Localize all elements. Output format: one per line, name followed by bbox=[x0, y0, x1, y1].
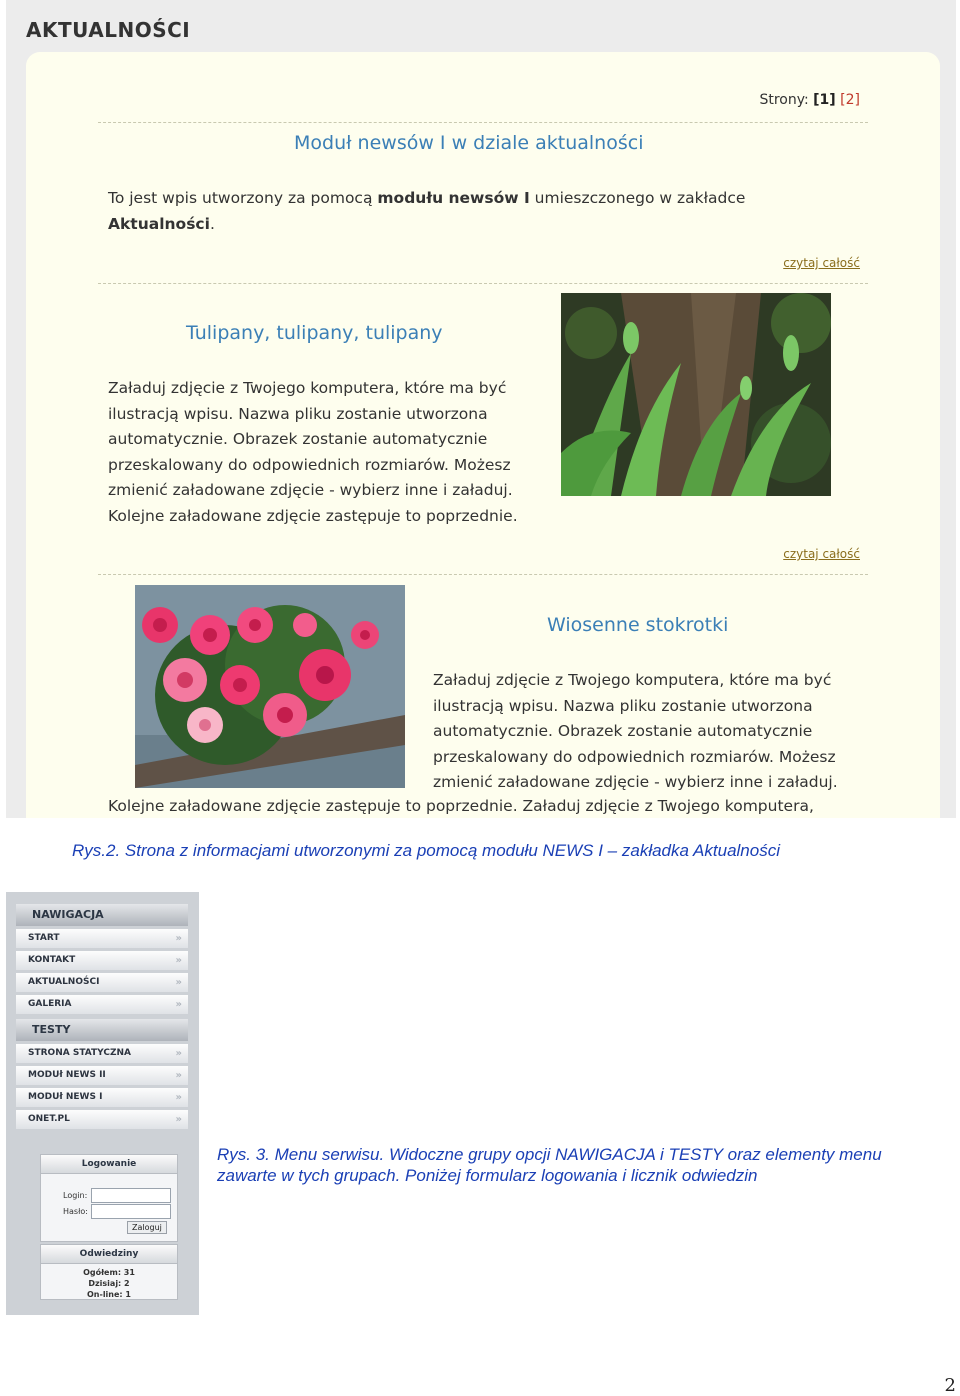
pager-current[interactable]: [1] bbox=[813, 92, 836, 108]
section-title: AKTUALNOŚCI bbox=[26, 18, 191, 42]
read-more-link[interactable]: czytaj całość bbox=[783, 256, 860, 270]
menu-group-title: NAWIGACJA bbox=[16, 904, 188, 926]
news-text: To jest wpis utworzony za pomocą modułu newsów I umieszczonego w zakładce Aktualności. bbox=[108, 189, 746, 233]
tulips-photo bbox=[561, 293, 831, 496]
menu-item-modul-news-2[interactable]: MODUł NEWS II » bbox=[16, 1066, 188, 1085]
menu-item-kontakt[interactable]: KONTAKT » bbox=[16, 951, 188, 970]
login-button[interactable]: Zaloguj bbox=[127, 1221, 167, 1234]
page-number: 2 bbox=[944, 1375, 956, 1396]
menu-item-onet[interactable]: ONET.PL » bbox=[16, 1110, 188, 1129]
password-input[interactable] bbox=[91, 1204, 171, 1219]
menu-item-aktualnosci[interactable]: AKTUALNOŚCI » bbox=[16, 973, 188, 992]
news-panel bbox=[26, 52, 940, 818]
pager-label: Strony: bbox=[759, 92, 809, 108]
menu-item-start[interactable]: START » bbox=[16, 929, 188, 948]
login-title: Logowanie bbox=[41, 1155, 177, 1174]
visits-title: Odwiedziny bbox=[41, 1245, 177, 1264]
menu-item-galeria[interactable]: GALERIA » bbox=[16, 995, 188, 1014]
figure-caption-line-2: zawarte w tych grupach. Poniżej formularz logowania i licznik odwiedzin bbox=[217, 1166, 758, 1185]
visits-total: Ogółem: 31 bbox=[83, 1268, 135, 1277]
login-box bbox=[40, 1154, 178, 1242]
chevron-right-icon: » bbox=[175, 999, 182, 1010]
menu-group-title: TESTY bbox=[16, 1019, 188, 1041]
chevron-right-icon: » bbox=[175, 1114, 182, 1125]
visits-box bbox=[40, 1244, 178, 1300]
login-input[interactable] bbox=[91, 1188, 171, 1203]
login-label: Login: bbox=[63, 1191, 88, 1200]
divider bbox=[98, 574, 868, 575]
daisies-photo bbox=[135, 585, 405, 788]
news-title[interactable]: Moduł newsów I w dziale aktualności bbox=[294, 132, 644, 154]
divider bbox=[98, 122, 868, 123]
figure-caption-line-1: Rys. 3. Menu serwisu. Widoczne grupy opcji NAWIGACJA i TESTY oraz elementy menu bbox=[217, 1145, 882, 1164]
chevron-right-icon: » bbox=[175, 955, 182, 966]
divider bbox=[98, 283, 868, 284]
news-title[interactable]: Wiosenne stokrotki bbox=[547, 614, 729, 636]
menu-item-strona-statyczna[interactable]: STRONA STATYCZNA » bbox=[16, 1044, 188, 1063]
news-text-continued: Kolejne załadowane zdjęcie zastępuje to poprzednie. Załaduj zdjęcie z Twojego komputera, bbox=[108, 797, 814, 815]
news-text: Załaduj zdjęcie z Twojego komputera, które ma być ilustracją wpisu. Nazwa pliku zostanie utworzona automatycznie. Obrazek zostanie automatycznie przeskalowany do odpowiednich rozmiarów. Możesz zmienić załadowane zdjęcie - wybierz inne i załaduj. Kolejne załadowane zdjęcie zastępuje to poprzednie. bbox=[108, 379, 518, 525]
figure-caption: Rys.2. Strona z informacjami utworzonymi za pomocą modułu NEWS I – zakładka Aktualności bbox=[72, 841, 780, 860]
visits-today: Dzisiaj: 2 bbox=[88, 1279, 130, 1288]
news-title[interactable]: Tulipany, tulipany, tulipany bbox=[186, 322, 443, 344]
menu-item-modul-news-1[interactable]: MODUł NEWS I » bbox=[16, 1088, 188, 1107]
password-label: Hasło: bbox=[63, 1207, 88, 1216]
pager bbox=[759, 92, 860, 108]
chevron-right-icon: » bbox=[175, 933, 182, 944]
chevron-right-icon: » bbox=[175, 977, 182, 988]
visits-online: On-line: 1 bbox=[87, 1290, 131, 1299]
chevron-right-icon: » bbox=[175, 1070, 182, 1081]
read-more-link[interactable]: czytaj całość bbox=[783, 547, 860, 561]
chevron-right-icon: » bbox=[175, 1048, 182, 1059]
news-text: Załaduj zdjęcie z Twojego komputera, które ma być ilustracją wpisu. Nazwa pliku zostanie utworzona automatycznie. Obrazek zostanie automatycznie przeskalowany do odpowiednich rozmiarów. Możesz zmienić załadowane zdjęcie - wybierz inne i załaduj. bbox=[433, 671, 838, 791]
menu-screenshot bbox=[6, 892, 199, 1315]
news-page-screenshot bbox=[6, 0, 956, 818]
pager-page-2[interactable]: [2] bbox=[840, 92, 860, 108]
chevron-right-icon: » bbox=[175, 1092, 182, 1103]
